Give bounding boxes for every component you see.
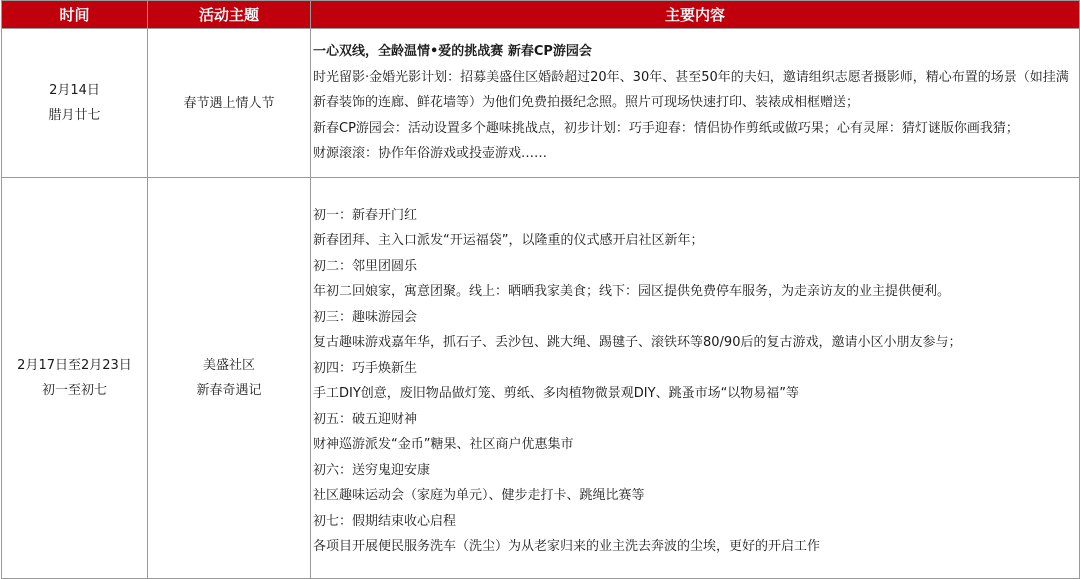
day-heading: 初七：假期结束收心启程 [313,513,457,529]
header-time: 时间 [2,1,148,29]
day-heading: 初二：邻里团圆乐 [313,258,418,274]
content-line: 财神巡游派发“金币”糖果、社区商户优惠集市 [313,437,574,452]
header-main-content: 主要内容 [311,1,1080,29]
time-cell [2,29,148,178]
theme-cell [148,29,311,178]
day-heading: 初四：巧手焕新生 [313,360,418,376]
table-header-row [2,1,1080,29]
content-title: 一心双线，全龄温情•爱的挑战赛 新春CP游园会 [313,44,592,60]
theme-text: 美盛社区 [202,358,255,373]
day-heading: 初五：破五迎财神 [313,411,418,427]
content-line: 财源滚滚：协作年俗游戏或投壶游戏…… [313,146,548,162]
header-theme: 活动主题 [148,1,311,29]
content-line: 时光留影·金婚光影计划：招募美盛住区婚龄超过20年、30年、甚至50年的夫妇，邀请组织志愿者摄影师，精心布置的场景（如挂满新春装饰的连廊、鲜花墙等）为他们免费拍摄纪念照。照片可现场快速打印、装裱成相框赠送； [313,69,1069,111]
content-line: 年初二回娘家，寓意团聚。线上：晒晒我家美食；线下：园区提供免费停车服务，为走亲访友的业主提供便利。 [313,284,951,299]
theme-text: 春节遇上情人节 [183,95,275,111]
content-cell [311,29,1080,178]
content-line: 各项目开展便民服务洗车（洗尘）为从老家归来的业主洗去奔波的尘埃，更好的开启工作 [313,539,821,554]
content-line: 新春CP游园会：活动设置多个趣味挑战点，初步计划：巧手迎春：情侣协作剪纸或做巧果；心有灵犀：猜灯谜版你画我猜； [313,120,1019,136]
table-row [2,29,1080,178]
day-heading: 初三：趣味游园会 [313,309,418,325]
content-cell [311,178,1080,579]
time-date: 2月14日 [49,83,100,98]
table-row [2,178,1080,579]
day-heading: 初一：新春开门红 [313,207,418,223]
time-lunar: 腊月廿七 [48,108,101,123]
time-date: 2月17日至2月23日 [17,358,132,373]
content-line: 新春团拜、主入口派发“开运福袋”，以隆重的仪式感开启社区新年； [313,233,704,248]
theme-cell [148,178,311,579]
time-lunar: 初一至初七 [41,383,107,398]
content-line: 复古趣味游戏嘉年华，抓石子、丢沙包、跳大绳、踢毽子、滚铁环等80/90后的复古游戏，邀请小区小朋友参与； [313,335,962,350]
activity-schedule-table [1,0,1080,579]
content-line: 社区趣味运动会（家庭为单元）、健步走打卡、跳绳比赛等 [313,488,645,503]
theme-text: 新春奇遇记 [196,383,262,398]
day-heading: 初六：送穷鬼迎安康 [313,462,431,478]
time-cell [2,178,148,579]
content-line: 手工DIY创意，废旧物品做灯笼、剪纸、多肉植物微景观DIY、跳蚤市场“以物易福”等 [313,386,800,401]
